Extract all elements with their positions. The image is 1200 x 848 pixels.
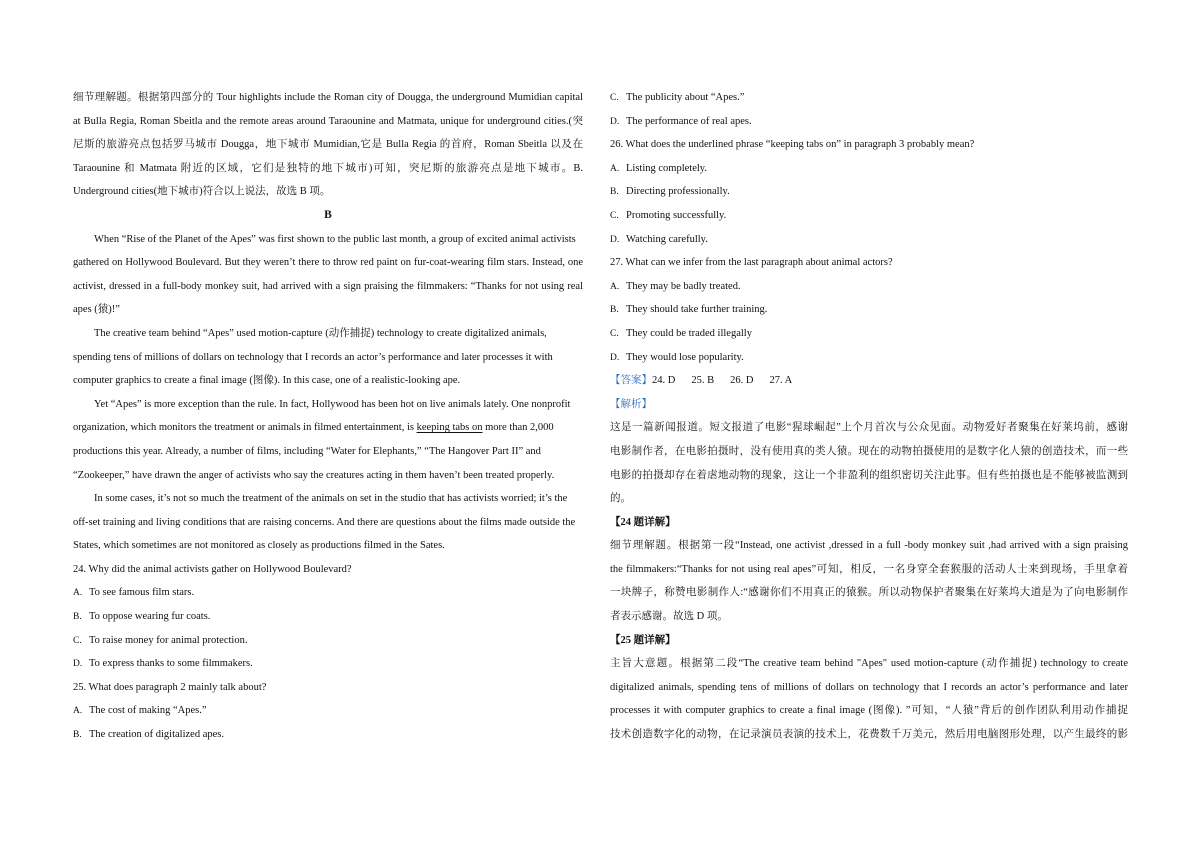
- answer-key: 27. A: [769, 375, 793, 387]
- answer-key: 24. D: [652, 375, 676, 387]
- detail-line: 者表示感谢。故选 D 项。: [610, 611, 728, 623]
- option-item: [610, 346, 1128, 370]
- answer-line: [610, 369, 1128, 393]
- passage-line: activist, dressed in a full-body monkey suit, had arrived with a sign praising the filmmakers: “Thanks for not using real: [73, 280, 583, 292]
- detail-label: 【25 题详解】: [610, 634, 676, 646]
- option-text: They would lose popularity.: [626, 351, 744, 363]
- answer-label: 【答案】: [610, 375, 652, 387]
- passage-line: [73, 416, 583, 440]
- passage-line: “Zookeeper,” have drawn the anger of activists who say the creatures acting in them haven’t been treated properly.: [73, 469, 555, 481]
- detail-line: 主旨大意题。根据第二段“The creative team behind "Apes" used motion-capture (动作捕捉) technology to create: [610, 658, 1128, 670]
- option-letter: D.: [73, 659, 83, 670]
- option-item: [610, 180, 1128, 204]
- detail-line: 细节理解题。根据第一段“Instead, one activist ,dressed in a full -body monkey suit ,had arrived with a sign praising: [610, 540, 1128, 552]
- left-column: [73, 86, 583, 747]
- option-letter: A.: [73, 588, 83, 599]
- option-item: [610, 110, 1128, 134]
- option-letter: A.: [610, 163, 620, 174]
- underlined-phrase: keeping tabs on: [416, 422, 483, 434]
- option-item: [610, 204, 1128, 228]
- passage-line: When “Rise of the Planet of the Apes” was first shown to the public last month, a group of excited animal activists: [94, 233, 576, 245]
- option-item: [610, 275, 1128, 299]
- passage-line: Yet “Apes” is more exception than the rule. In fact, Hollywood has been hot on live animals lately. One nonprofit: [94, 398, 571, 410]
- detail-line: 一块牌子，称赞电影制作人:“感谢你们不用真正的猿猴。所以动物保护者聚集在好莱坞大道是为了向电影制作: [610, 587, 1128, 599]
- detail-line: 技术创造数字化的动物，在记录演员表演的技术上，花费数千万美元，然后用电脑图形处理，以产生最终的影: [610, 729, 1128, 741]
- option-letter: B.: [73, 612, 82, 623]
- question-stem: 24. Why did the animal activists gather on Hollywood Boulevard?: [73, 563, 352, 575]
- option-text: Listing completely.: [626, 162, 707, 174]
- option-letter: A.: [610, 281, 620, 292]
- option-letter: B.: [73, 730, 82, 741]
- intro-line: at Bulla Regia, Roman Sbeitla and the remote areas around Taraounine and Matmata, unique for underground cities.(突: [73, 115, 583, 127]
- detail-line: the filmmakers:“Thanks for not using real apes”可知，相反，一名身穿全套猴服的活动人士来到现场，手里拿着: [610, 563, 1128, 575]
- passage-line: States, which sometimes are not monitored as closely as productions filmed in the Sates.: [73, 540, 445, 552]
- option-letter: D.: [610, 116, 620, 127]
- option-text: To oppose wearing fur coats.: [89, 611, 211, 623]
- option-text: The publicity about “Apes.”: [626, 92, 745, 103]
- option-item: [73, 629, 583, 653]
- option-text: The cost of making “Apes.”: [89, 705, 207, 717]
- option-item: [610, 157, 1128, 181]
- option-letter: B.: [610, 187, 619, 198]
- option-item: [73, 652, 583, 676]
- option-letter: B.: [610, 305, 619, 316]
- detail-line: processes it with computer graphics to create a final image (图像). ”可知，“人猿”背后的创作团队利用动作捕捉: [610, 705, 1128, 717]
- option-text: They may be badly treated.: [626, 280, 741, 292]
- option-letter: A.: [73, 706, 83, 717]
- option-letter: D.: [610, 352, 620, 363]
- right-column: [610, 86, 1128, 747]
- passage-text: more than 2,000: [482, 422, 554, 434]
- passage-text: organization, which monitors the treatment or animals in filmed entertainment, is: [73, 422, 417, 434]
- option-item: [73, 723, 583, 747]
- section-heading: B: [324, 208, 332, 221]
- answer-key: 26. D: [730, 375, 754, 387]
- option-text: Directing professionally.: [626, 186, 730, 198]
- option-item: [610, 228, 1128, 252]
- option-text: The creation of digitalized apes.: [89, 729, 224, 741]
- passage-line: gathered on Hollywood Boulevard. But they weren’t there to throw red paint on fur-coat-wearing film stars. Instead, one: [73, 257, 583, 269]
- analysis-line: 这是一篇新闻报道。短文报道了电影“猩球崛起”上个月首次与公众见面。动物爱好者聚集在好莱坞前，感谢: [610, 422, 1128, 434]
- option-item: [610, 86, 1128, 110]
- option-item: [73, 581, 583, 605]
- option-letter: C.: [610, 328, 619, 339]
- intro-line: Underground cities(地下城市)符合以上说法，故选 B 项。: [73, 186, 331, 198]
- detail-label: 【24 题详解】: [610, 516, 676, 528]
- passage-line: off-set training and living conditions that are raising concerns. And there are questions about the films made outside the: [73, 516, 576, 528]
- passage-line: spending tens of millions of dollars on technology that I records an actor’s performance and later processes it with: [73, 351, 553, 363]
- option-letter: D.: [610, 234, 620, 245]
- option-letter: C.: [73, 635, 82, 646]
- option-text: To see famous film stars.: [89, 587, 195, 599]
- intro-line: 尼斯的旅游亮点包括罗马城市 Dougga，地下城市 Mumidian,它是 Bulla Regia 的首府，Roman Sbeitla 以及在: [73, 139, 583, 151]
- option-letter: C.: [610, 210, 619, 221]
- passage-line: In some cases, it’s not so much the treatment of the animals on set in the studio that has activists worried; it’s the: [94, 493, 568, 505]
- intro-line: Taraounine 和 Matmata 附近的区域，它们是独特的地下城市)可知，突尼斯的旅游亮点是地下城市。B.: [73, 162, 583, 174]
- option-text: They should take further training.: [626, 304, 768, 316]
- analysis-line: 电影制作者，在电影拍摄时，没有使用真的类人猿。现在的动物拍摄使用的是数字化人猿的创造技术，而一些: [610, 445, 1128, 457]
- analysis-line: 电影的拍摄却存在着虐地动物的现象，这让一个非盈利的组织密切关注此事。但有些拍摄也是不能够被监测到: [610, 469, 1128, 481]
- option-text: The performance of real apes.: [626, 115, 752, 127]
- answer-key: 25. B: [691, 375, 715, 387]
- question-stem: 26. What does the underlined phrase “keeping tabs on” in paragraph 3 probably mean?: [610, 139, 975, 151]
- option-text: To express thanks to some filmmakers.: [89, 658, 253, 670]
- detail-line: digitalized animals, spending tens of millions of dollars on technology that I records an actor’s performance and later: [610, 681, 1128, 693]
- option-item: [73, 605, 583, 629]
- passage-line: computer graphics to create a final image (图像). In this case, one of a realistic-looking ape.: [73, 375, 461, 387]
- passage-line: apes (猿)!”: [73, 304, 120, 316]
- option-text: Promoting successfully.: [626, 209, 727, 221]
- option-text: They could be traded illegally: [626, 327, 752, 339]
- analysis-line: 的。: [610, 493, 631, 505]
- analysis-label: 【解析】: [610, 398, 652, 410]
- question-stem: 25. What does paragraph 2 mainly talk about?: [73, 681, 267, 693]
- option-item: [73, 699, 583, 723]
- question-stem: 27. What can we infer from the last paragraph about animal actors?: [610, 257, 893, 269]
- option-item: [610, 322, 1128, 346]
- option-item: [610, 298, 1128, 322]
- option-letter: C.: [610, 93, 619, 103]
- option-text: Watching carefully.: [626, 233, 708, 245]
- option-text: To raise money for animal protection.: [89, 634, 248, 646]
- passage-line: The creative team behind “Apes” used motion-capture (动作捕捉) technology to create digitalized animals,: [94, 327, 547, 339]
- passage-line: productions this year. Already, a number of films, including “Water for Elephants,” “The Hangover Part II” and: [73, 445, 541, 457]
- intro-line: 细节理解题。根据第四部分的 Tour highlights include the Roman city of Dougga, the underground Mumidian capital: [73, 92, 583, 103]
